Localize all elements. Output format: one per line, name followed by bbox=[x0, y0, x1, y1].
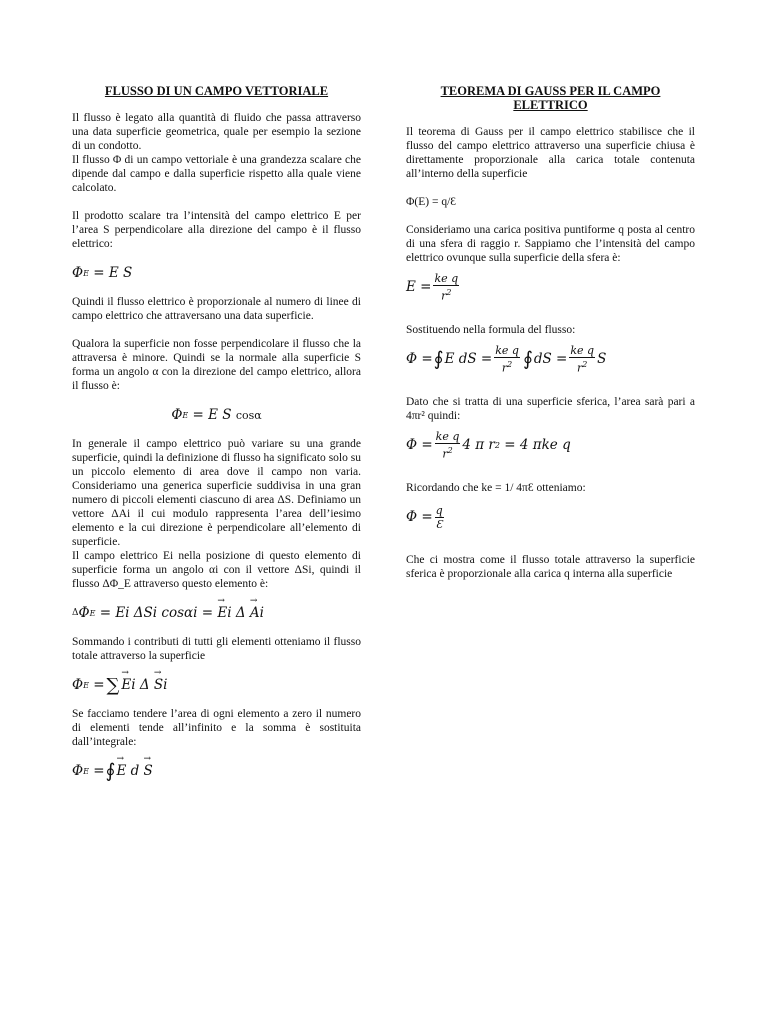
equation-flux-cos: Φ E = E S cosα bbox=[171, 407, 262, 423]
right-paragraph-7: Che ci mostra come il flusso totale attraverso la superficie sferica è proporzionale alla carica q interna alla superficie bbox=[406, 554, 695, 580]
left-paragraph-7: Il campo elettrico Ei nella posizione di questo elemento di superficie forma un angolo αi con il vettore ΔSi, quindi il flusso ΔΦ_E attraverso questo elemento è: bbox=[72, 550, 361, 590]
left-paragraph-6: In generale il campo elettrico può variare su una grande superficie, quindi la definizione di flusso ha significato solo su un piccolo elemento di area dove il campo non varia. Consideriamo una generica superficie suddivisa in una gran numero di piccoli elementi ciascuno di area ΔS. Definiamo un vettore ΔAi il cui modulo rappresenta l’area dell’iesimo elemento e la cui direzione è perpendicolare all’elemento di superficie. bbox=[72, 438, 361, 548]
equation-field-intensity: E = $\frac{\text{ke q}}{r^2}$ bbox=[406, 271, 459, 303]
right-title: TEOREMA DI GAUSS PER IL CAMPO ELETTRICO bbox=[440, 84, 661, 112]
equation-flux-integral: Φ E = ∮ → E d → S bbox=[72, 749, 361, 793]
equation-flux-sum: Φ E = ∑ → Ei Δ → Si bbox=[72, 663, 361, 707]
right-paragraph-2: Φ(E) = q/Ɛ bbox=[406, 196, 457, 208]
right-paragraph-6: Ricordando che ke = 1/ 4πƐ otteniamo: bbox=[406, 482, 586, 494]
left-paragraph-3: Il prodotto scalare tra l’intensità del campo elettrico E per l’area S perpendicolare alla direzione del campo è il flusso elettrico: bbox=[72, 210, 361, 250]
right-column bbox=[406, 84, 695, 581]
left-column bbox=[72, 84, 361, 793]
right-paragraph-4: Sostituendo nella formula del flusso: bbox=[406, 324, 576, 336]
left-paragraph-5: Qualora la superficie non fosse perpendicolare il flusso che la attraversa è minore. Quindi se la normale alla superficie S forma un angolo α con la direzione del campo elettrico, allora il flusso è: bbox=[72, 338, 361, 392]
equation-flux-final: Φ = $\frac{q}{Ɛ}$ bbox=[406, 503, 443, 531]
left-title: FLUSSO DI UN CAMPO VETTORIALE bbox=[104, 84, 329, 98]
equation-flux-substitution: Φ = ∮ E dS = $\frac{\text{ke q}}{r^2}$ ∮ dS = $\frac{\text{ke q}}{r^2}$ S bbox=[406, 343, 607, 375]
right-paragraph-3: Consideriamo una carica positiva puntiforme q posta al centro di una sfera di raggio r. Sappiamo che l’intensità del campo elettrico ovunque sulla superficie della sfera è: bbox=[406, 224, 695, 264]
right-paragraph-5: Dato che si tratta di una superficie sferica, l’area sarà pari a 4πr² quindi: bbox=[406, 396, 695, 422]
left-paragraph-2: Il flusso Φ di un campo vettoriale è una grandezza scalare che dipende dal campo e dalla superficie rispetto alla quale viene calcolato. bbox=[72, 154, 361, 194]
equation-flux-es: Φ E = E S bbox=[72, 265, 133, 281]
left-paragraph-4: Quindi il flusso elettrico è proporzionale al numero di linee di campo elettrico che attraversano una data superficie. bbox=[72, 296, 361, 322]
left-paragraph-9: Se facciamo tendere l’area di ogni elemento a zero il numero di elementi tende all’infinito e la somma è sostituita dall’integrale: bbox=[72, 708, 361, 748]
left-paragraph-8: Sommando i contributi di tutti gli elementi otteniamo il flusso totale attraverso la superficie bbox=[72, 636, 361, 662]
right-paragraph-1: Il teorema di Gauss per il campo elettrico stabilisce che il flusso del campo elettrico attraverso una superficie chiusa è direttamente proporzionale alla carica totale contenuta all’interno della superficie bbox=[406, 126, 695, 180]
equation-flux-element: Δ Φ E = Ei ΔSi cosαi = → Ei Δ → Ai bbox=[72, 591, 361, 635]
equation-flux-sphere: Φ = $\frac{\text{ke q}}{r^2}$ 4 π r 2 = 4 πke q bbox=[406, 429, 571, 461]
left-paragraph-1: Il flusso è legato alla quantità di fluido che passa attraverso una data superficie geometrica, quale per esempio la sezione di un condotto. bbox=[72, 112, 361, 152]
